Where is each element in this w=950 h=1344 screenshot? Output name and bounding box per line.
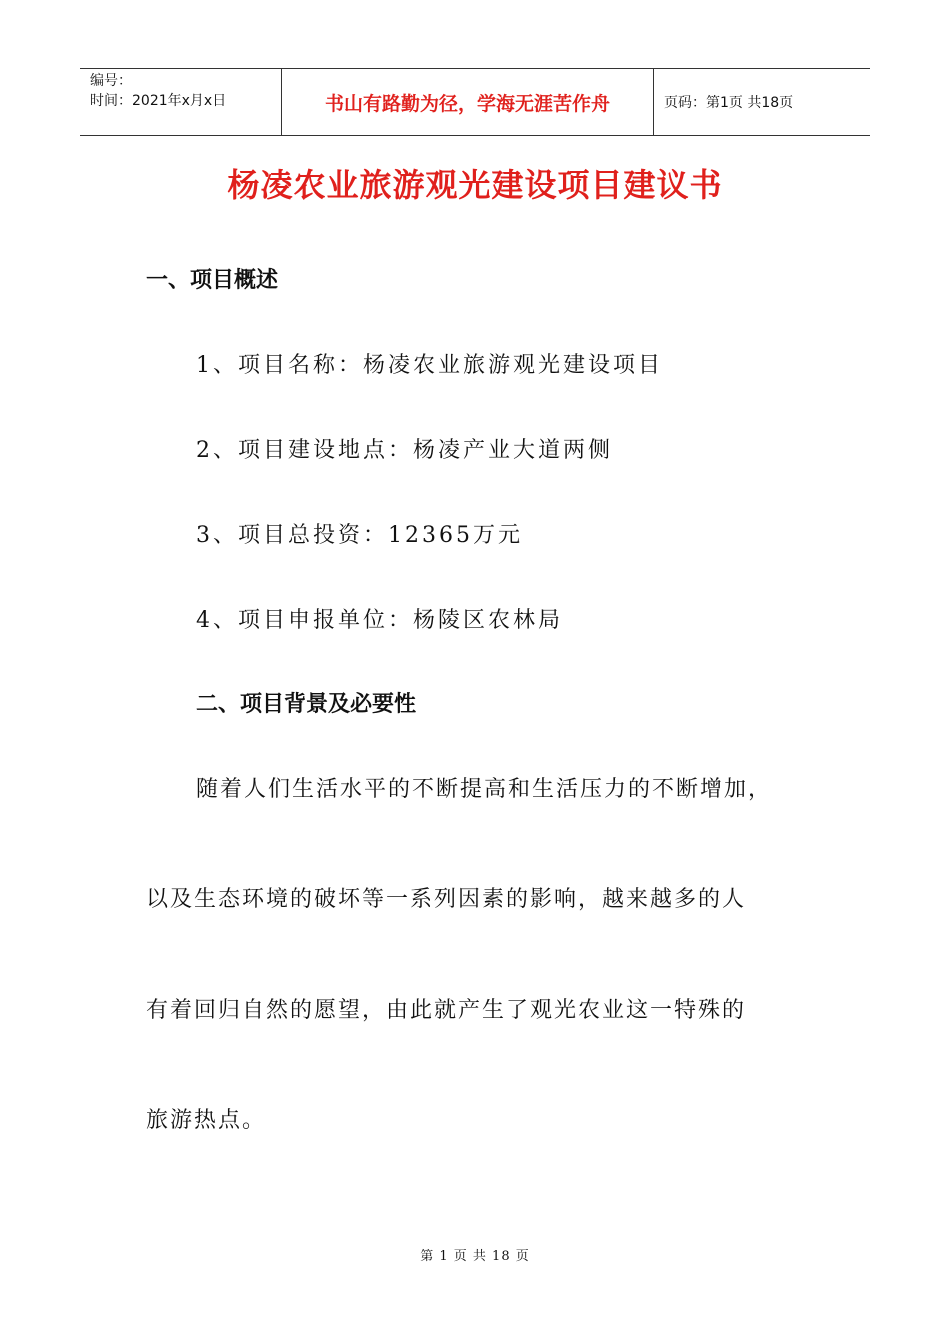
motto-text: 书山有路勤为径，学海无涯苦作舟 [324,92,610,115]
number-label: 编号： [90,73,132,89]
page-info: 页码：第1页 共18页 [664,95,794,111]
paragraph-line-3: 有着回归自然的愿望，由此就产生了观光农业这一特殊的 [146,998,747,1023]
overview-item-applicant: 4、项目申报单位：杨陵区农林局 [196,608,563,633]
page-footer: 第 1 页 共 18 页 [420,1249,530,1264]
header-table [80,68,870,136]
header-page-cell [654,69,870,135]
paragraph-line-2: 以及生态环境的破坏等一系列因素的影响，越来越多的人 [146,887,747,912]
paragraph-line-4: 旅游热点。 [146,1108,267,1133]
document-title: 杨凌农业旅游观光建设项目建议书 [227,166,723,204]
time-label: 时间：2021年x月x日 [90,93,227,109]
section-heading-background: 二、项目背景及必要性 [196,692,417,717]
overview-item-name: 1、项目名称：杨凌农业旅游观光建设项目 [196,353,663,378]
overview-item-investment: 3、项目总投资：12365万元 [196,523,523,548]
section-heading-overview: 一、项目概述 [146,268,279,293]
paragraph-line-1: 随着人们生活水平的不断提高和生活压力的不断增加， [196,777,773,802]
overview-item-location: 2、项目建设地点：杨凌产业大道两侧 [196,438,613,463]
header-meta-cell [80,69,282,135]
header-motto-cell [282,69,654,135]
